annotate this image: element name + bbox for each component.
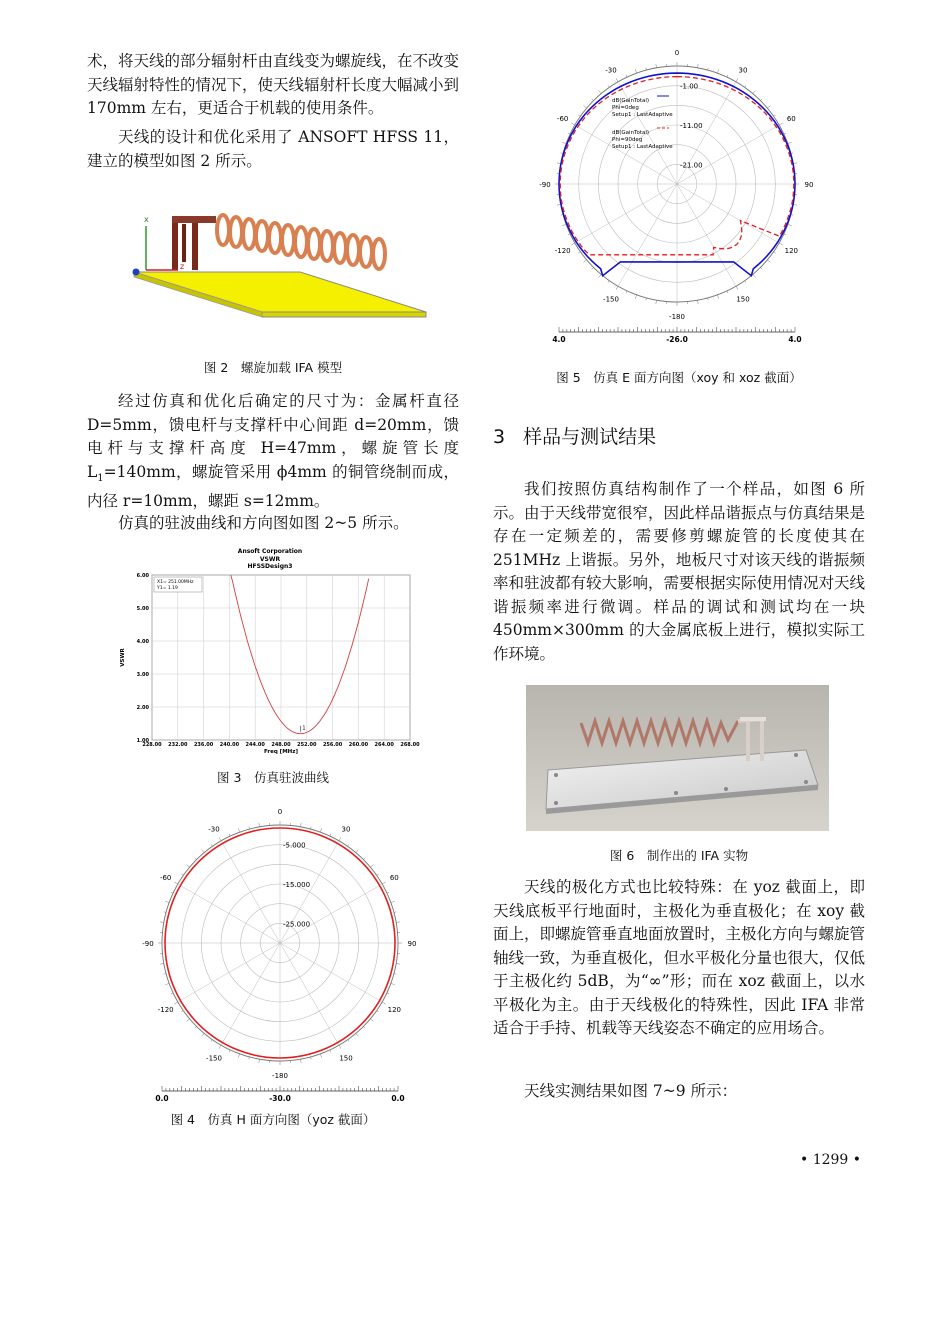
scale-label: 4.0 bbox=[788, 335, 802, 344]
polar-angle-label: 150 bbox=[736, 295, 750, 304]
polar-spoke bbox=[280, 884, 382, 943]
polar-tick bbox=[363, 858, 365, 860]
x-tick-label: 256.00 bbox=[322, 742, 343, 748]
figure-2-caption: 图 2 螺旋加载 IFA 模型 bbox=[203, 360, 343, 375]
polar-tick bbox=[396, 922, 400, 923]
x-tick-label: 260.00 bbox=[348, 742, 369, 748]
polar-spoke bbox=[280, 943, 382, 1002]
x-tick-label: 244.00 bbox=[245, 742, 265, 748]
axis-x-label: x bbox=[144, 215, 149, 224]
polar-tick bbox=[311, 1057, 312, 1059]
polar-tick bbox=[311, 827, 312, 829]
polar-tick bbox=[592, 267, 594, 269]
polar-tick bbox=[578, 252, 580, 253]
polar-tick bbox=[568, 234, 570, 235]
polar-tick bbox=[626, 75, 627, 77]
polar-tick bbox=[626, 291, 627, 293]
polar-tick bbox=[202, 850, 205, 853]
polar-tick bbox=[211, 844, 212, 846]
polar-tick bbox=[635, 69, 636, 73]
polar-angle-label: -60 bbox=[556, 115, 569, 123]
y-axis-label: VSWR bbox=[120, 648, 126, 667]
polar-tick bbox=[717, 295, 718, 299]
polar-tick bbox=[300, 1059, 301, 1063]
polar-spoke bbox=[221, 841, 280, 943]
legend-entry: Phi=0deg bbox=[612, 105, 639, 111]
marker-legend-text: Y1= 1.19 bbox=[157, 586, 178, 591]
polar-tick bbox=[259, 823, 260, 827]
polar-tick bbox=[599, 274, 602, 277]
x-tick-label: 264.00 bbox=[374, 742, 394, 748]
polar-tick bbox=[219, 837, 221, 840]
polar-tick bbox=[187, 865, 190, 868]
figure-5-polar bbox=[525, 48, 830, 348]
chart-subtitle: VSWR bbox=[259, 556, 281, 563]
polar-tick bbox=[774, 252, 776, 253]
figure-3-caption: 图 3 仿真驻波曲线 bbox=[217, 770, 329, 785]
right-para-3: 天线实测结果如图 7~9 所示： bbox=[524, 1082, 738, 1100]
polar-tick bbox=[774, 115, 776, 116]
polar-spoke bbox=[618, 184, 677, 286]
polar-tick bbox=[708, 298, 709, 300]
polar-tick bbox=[164, 912, 166, 913]
polar-tick bbox=[382, 1002, 385, 1004]
polar-tick bbox=[791, 153, 793, 154]
polar-radial-label: -11.00 bbox=[680, 122, 703, 130]
polar-tick bbox=[745, 85, 746, 87]
scale-label: -26.0 bbox=[666, 335, 688, 344]
polar-radial-label: -21.00 bbox=[680, 161, 703, 170]
polar-tick bbox=[160, 963, 164, 964]
polar-tick bbox=[767, 106, 770, 109]
polar-tick bbox=[784, 133, 786, 134]
polar-tick bbox=[320, 828, 321, 832]
polar-tick bbox=[788, 142, 792, 143]
polar-tick bbox=[727, 75, 728, 77]
polar-tick bbox=[760, 267, 762, 269]
polar-tick bbox=[788, 224, 792, 225]
polar-angle-label: -30 bbox=[605, 66, 617, 75]
left-para-2: 天线的设计和优化采用了 ANSOFT HFSS 11，建立的模型如图 2 所示。 bbox=[87, 128, 459, 170]
polar-tick bbox=[320, 1054, 321, 1058]
polar-tick bbox=[377, 1011, 379, 1012]
polar-angle-label: -30 bbox=[208, 825, 220, 834]
polar-tick bbox=[181, 874, 183, 875]
polar-angle-label: 60 bbox=[786, 115, 796, 123]
polar-tick bbox=[793, 204, 797, 205]
polar-tick bbox=[382, 882, 385, 884]
polar-tick bbox=[753, 274, 756, 277]
x-axis-label: Freq [MHz] bbox=[263, 749, 299, 755]
x-tick-label: 248.00 bbox=[271, 742, 291, 748]
polar-tick bbox=[394, 912, 396, 913]
polar-tick bbox=[249, 1057, 250, 1059]
polar-tick bbox=[339, 837, 341, 840]
polar-angle-label: 30 bbox=[341, 825, 351, 834]
polar-tick bbox=[171, 892, 173, 893]
polar-tick bbox=[348, 844, 349, 846]
x-tick-label: 236.00 bbox=[193, 742, 214, 748]
polar-tick bbox=[339, 1045, 341, 1048]
x-tick-label: 240.00 bbox=[219, 742, 240, 748]
figure-4-caption: 图 4 仿真 H 面方向图（yoz 截面） bbox=[170, 1112, 376, 1127]
polar-radial-label: -15.000 bbox=[283, 881, 311, 889]
polar-tick bbox=[391, 901, 395, 902]
x-tick-label: 268.00 bbox=[400, 742, 420, 748]
polar-tick bbox=[616, 78, 618, 81]
figure-4-polar bbox=[130, 805, 430, 1103]
polar-tick bbox=[249, 827, 250, 829]
polar-tick bbox=[165, 983, 169, 984]
polar-tick bbox=[745, 281, 746, 283]
polar-spoke bbox=[677, 125, 779, 184]
page-number: • 1299 • bbox=[800, 1152, 862, 1168]
polar-tick bbox=[330, 834, 331, 836]
polar-tick bbox=[370, 865, 373, 868]
polar-tick bbox=[394, 974, 396, 975]
polar-angle-label: -60 bbox=[159, 874, 172, 882]
x-tick-label: 252.00 bbox=[297, 742, 317, 748]
polar-angle-label: -120 bbox=[157, 1006, 174, 1014]
polar-tick bbox=[238, 1054, 239, 1058]
polar-angle-label: 90 bbox=[804, 181, 814, 189]
polar-tick bbox=[174, 1002, 177, 1004]
polar-spoke bbox=[280, 943, 339, 1045]
axis-z-label: z bbox=[180, 262, 185, 271]
y-tick-label: 1.00 bbox=[136, 738, 149, 744]
figure-2-model bbox=[128, 204, 428, 334]
polar-tick bbox=[697, 300, 698, 304]
polar-tick bbox=[656, 64, 657, 68]
polar-tick bbox=[174, 882, 177, 884]
polar-tick bbox=[396, 963, 400, 964]
marker-legend-text: X1= 251.00MHz bbox=[157, 580, 194, 585]
polar-tick bbox=[784, 234, 786, 235]
polar-tick bbox=[767, 260, 770, 263]
polar-tick bbox=[599, 91, 602, 94]
polar-tick bbox=[363, 1026, 365, 1028]
polar-angle-label: -150 bbox=[603, 295, 619, 304]
polar-tick bbox=[646, 298, 647, 300]
polar-tick bbox=[791, 215, 793, 216]
polar-tick bbox=[370, 1019, 373, 1022]
polar-tick bbox=[187, 1019, 190, 1022]
polar-angle-label: -90 bbox=[539, 181, 551, 189]
polar-tick bbox=[708, 68, 709, 70]
polar-angle-label: 120 bbox=[784, 247, 799, 255]
polar-tick bbox=[616, 286, 618, 289]
polar-angle-label: -180 bbox=[669, 313, 685, 321]
scale-label: 4.0 bbox=[552, 335, 566, 344]
polar-radial-label: -25.000 bbox=[283, 920, 311, 929]
polar-spoke bbox=[677, 184, 779, 243]
polar-tick bbox=[793, 163, 797, 164]
polar-tick bbox=[387, 892, 389, 893]
polar-angle-label: -90 bbox=[142, 940, 154, 948]
left-para-3: 经过仿真和优化后确定的尺寸为：金属杆直径 D=5mm，馈电杆与支撑杆中心间距 d=20mm，馈电杆与支撑杆高度 H=47mm，螺旋管长度 $L_1=140mm$，螺旋管采用 ϕ4mm 的铜管绕制而成，内径 r=10mm，螺距 s=12mm。 bbox=[87, 392, 459, 511]
polar-tick bbox=[584, 106, 587, 109]
left-para-4: 仿真的驻波曲线和方向图如图 2~5 所示。 bbox=[118, 514, 409, 532]
polar-tick bbox=[387, 993, 389, 994]
chart-title: Ansoft Corporation bbox=[237, 548, 303, 555]
polar-spoke bbox=[221, 943, 280, 1045]
legend-entry: Setup1 : LastAdaptive bbox=[612, 144, 673, 150]
figure-6-caption: 图 6 制作出的 IFA 实物 bbox=[609, 848, 749, 863]
polar-tick bbox=[561, 215, 563, 216]
y-tick-label: 3.00 bbox=[136, 672, 149, 678]
scale-label: 0.0 bbox=[155, 1094, 169, 1103]
polar-tick bbox=[646, 68, 647, 70]
polar-tick bbox=[391, 983, 395, 984]
polar-tick bbox=[195, 858, 197, 860]
polar-tick bbox=[571, 243, 574, 245]
polar-tick bbox=[736, 286, 738, 289]
polar-spoke bbox=[178, 943, 280, 1002]
polar-tick bbox=[568, 133, 570, 134]
legend-entry: Setup1 : LastAdaptive bbox=[612, 112, 673, 118]
polar-tick bbox=[238, 828, 239, 832]
polar-tick bbox=[656, 300, 657, 304]
polar-tick bbox=[736, 78, 738, 81]
polar-tick bbox=[760, 99, 762, 101]
y-tick-label: 6.00 bbox=[136, 573, 149, 579]
polar-angle-label: 120 bbox=[387, 1006, 402, 1014]
polar-tick bbox=[584, 260, 587, 263]
polar-angle-label: 60 bbox=[389, 874, 399, 882]
polar-tick bbox=[592, 99, 594, 101]
scale-label: -30.0 bbox=[269, 1094, 291, 1103]
polar-tick bbox=[635, 295, 636, 299]
chart-subtitle: HFSSDesign3 bbox=[247, 563, 293, 570]
polar-tick bbox=[356, 1033, 359, 1036]
polar-tick bbox=[229, 834, 230, 836]
polar-angle-label: 30 bbox=[738, 66, 748, 75]
polar-tick bbox=[202, 1033, 205, 1036]
section-title: 样品与测试结果 bbox=[523, 426, 657, 448]
polar-tick bbox=[727, 291, 728, 293]
polar-spoke bbox=[575, 184, 677, 243]
polar-tick bbox=[557, 163, 561, 164]
right-para-2: 天线的极化方式也比较特殊：在 yoz 截面上，即天线底板平行地面时，主极化为垂直极化；在 xoy 截面上，即螺旋管垂直地面放置时，主极化方向与螺旋管轴线一致，为垂直极化，但水平极化分量也很大，仅低于主极化约 5dB，为“∞”形；而在 xoz 截面上，以水平极化为主。由于天线极化的特殊性，因此 IFA 非常适合于手持、机载等天线姿态不确定的应用场合。 bbox=[493, 878, 866, 1037]
y-tick-label: 5.00 bbox=[136, 606, 149, 612]
polar-tick bbox=[181, 1011, 183, 1012]
polar-tick bbox=[779, 123, 782, 125]
polar-tick bbox=[608, 85, 609, 87]
polar-angle-label: 0 bbox=[277, 808, 283, 816]
polar-tick bbox=[562, 142, 566, 143]
polar-tick bbox=[211, 1040, 212, 1042]
polar-radial-label: -5.000 bbox=[283, 841, 306, 850]
polar-tick bbox=[348, 1040, 349, 1042]
polar-tick bbox=[753, 91, 756, 94]
polar-tick bbox=[608, 281, 609, 283]
polar-tick bbox=[377, 874, 379, 875]
polar-angle-label: -120 bbox=[554, 247, 571, 255]
polar-tick bbox=[561, 153, 563, 154]
polar-tick bbox=[562, 224, 566, 225]
polar-tick bbox=[356, 850, 359, 853]
polar-tick bbox=[259, 1059, 260, 1063]
polar-tick bbox=[697, 64, 698, 68]
polar-angle-label: 90 bbox=[407, 940, 417, 948]
left-para-1: 术，将天线的部分辐射杆由直线变为螺旋线，在不改变天线辐射特性的情况下，使天线辐射杆长度大幅减小到 170mm 左右，更适合于机载的使用条件。 bbox=[87, 52, 460, 117]
polar-angle-label: 0 bbox=[674, 49, 680, 57]
scale-label: 0.0 bbox=[391, 1094, 405, 1103]
polar-tick bbox=[557, 204, 561, 205]
right-para-1: 我们按照仿真结构制作了一个样品，如图 6 所示。由于天线带宽很窄，因此样品谐振点与仿真结果是存在一定频差的，需要修剪螺旋管的长度使其在 251MHz 上谐振。另外，地板尺寸对该天线的谐振频率和驻波都有较大影响，需要根据实际使用情况对天线谐振频率进行微调。样品的调试和测试均在一块 450mm×300mm 的大金属底板上进行，模拟实际工作环境。 bbox=[493, 480, 866, 663]
figure-3-vswr-chart bbox=[110, 545, 430, 760]
figure-5-caption: 图 5 仿真 E 面方向图（xoy 和 xoz 截面） bbox=[556, 370, 802, 385]
polar-tick bbox=[229, 1050, 230, 1052]
polar-radial-label: -1.00 bbox=[680, 82, 699, 91]
y-tick-label: 2.00 bbox=[136, 705, 149, 711]
polar-tick bbox=[195, 1026, 197, 1028]
polar-angle-label: -150 bbox=[206, 1054, 222, 1063]
polar-tick bbox=[571, 123, 574, 125]
legend-entry: dB(GainTotal) bbox=[612, 130, 650, 136]
polar-angle-label: -180 bbox=[272, 1072, 288, 1080]
polar-tick bbox=[717, 69, 718, 73]
polar-tick bbox=[300, 823, 301, 827]
section-heading bbox=[493, 422, 674, 449]
polar-tick bbox=[164, 974, 166, 975]
polar-tick bbox=[219, 1045, 221, 1048]
legend-entry: Phi=90deg bbox=[612, 137, 643, 143]
x-tick-label: 232.00 bbox=[168, 742, 188, 748]
polar-tick bbox=[160, 922, 164, 923]
x-tick-label: 228.00 bbox=[142, 742, 162, 748]
polar-tick bbox=[165, 901, 169, 902]
polar-tick bbox=[330, 1050, 331, 1052]
figure-6-photo bbox=[526, 685, 829, 831]
legend-entry: dB(GainTotal) bbox=[612, 98, 650, 104]
polar-tick bbox=[171, 993, 173, 994]
polar-spoke bbox=[178, 884, 280, 943]
polar-tick bbox=[779, 243, 782, 245]
section-number: 3 bbox=[493, 426, 506, 448]
y-tick-label: 4.00 bbox=[136, 639, 149, 645]
marker-label: 1 bbox=[302, 725, 306, 732]
polar-angle-label: 150 bbox=[339, 1054, 353, 1063]
polar-tick bbox=[578, 115, 580, 116]
polar-spoke bbox=[677, 184, 736, 286]
